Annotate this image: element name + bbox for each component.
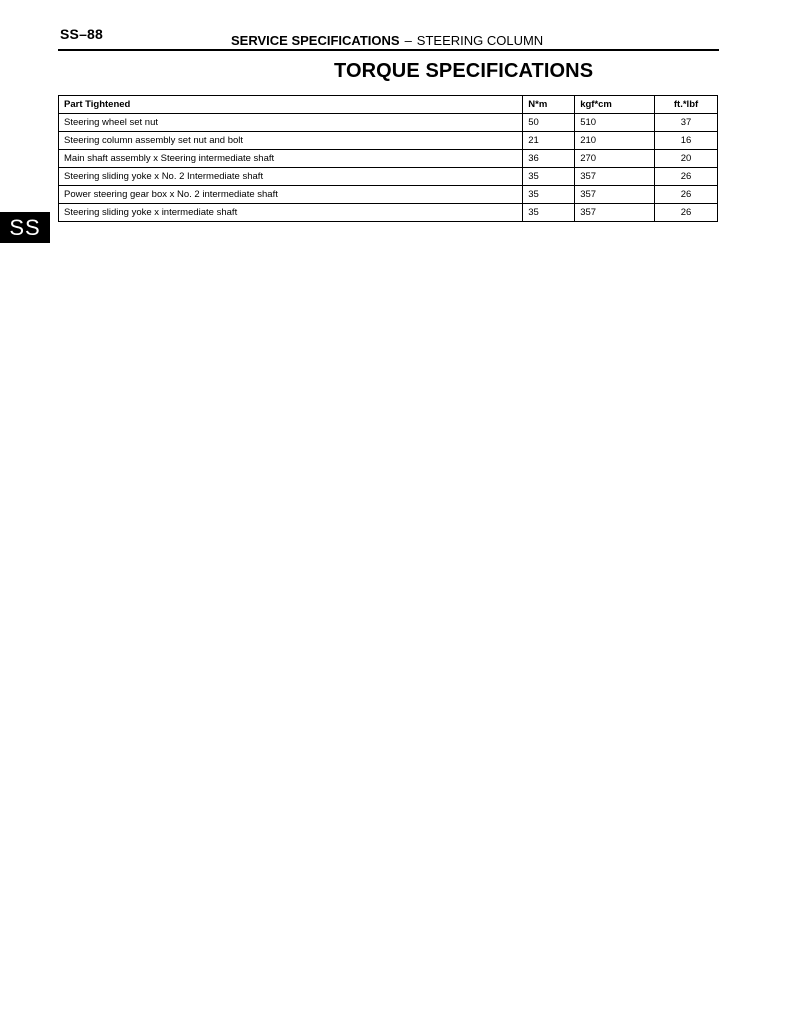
cell-part: Steering wheel set nut <box>59 114 523 132</box>
cell-nm: 35 <box>523 168 575 186</box>
cell-nm: 35 <box>523 186 575 204</box>
column-header-nm: N*m <box>523 96 575 114</box>
cell-ftlbf: 20 <box>655 150 718 168</box>
table-row <box>59 132 718 150</box>
cell-ftlbf: 16 <box>655 132 718 150</box>
cell-kgfcm: 357 <box>575 168 655 186</box>
cell-part: Power steering gear box x No. 2 intermediate shaft <box>59 186 523 204</box>
cell-ftlbf: 26 <box>655 204 718 222</box>
cell-nm: 21 <box>523 132 575 150</box>
torque-table <box>58 95 718 222</box>
cell-ftlbf: 26 <box>655 168 718 186</box>
cell-nm: 35 <box>523 204 575 222</box>
cell-part: Steering sliding yoke x intermediate shaft <box>59 204 523 222</box>
table-row <box>59 204 718 222</box>
cell-part: Main shaft assembly x Steering intermediate shaft <box>59 150 523 168</box>
cell-part: Steering sliding yoke x No. 2 Intermediate shaft <box>59 168 523 186</box>
section-side-tab: SS <box>0 212 50 243</box>
table-row <box>59 150 718 168</box>
page-title: TORQUE SPECIFICATIONS <box>334 60 594 82</box>
cell-kgfcm: 510 <box>575 114 655 132</box>
cell-ftlbf: 37 <box>655 114 718 132</box>
table-header-row <box>59 96 718 114</box>
cell-part: Steering column assembly set nut and bolt <box>59 132 523 150</box>
running-header <box>231 33 543 48</box>
cell-ftlbf: 26 <box>655 186 718 204</box>
section-title: SERVICE SPECIFICATIONS <box>231 33 400 48</box>
cell-nm: 36 <box>523 150 575 168</box>
column-header-ftlbf: ft.*lbf <box>655 96 718 114</box>
cell-nm: 50 <box>523 114 575 132</box>
header-separator: – <box>404 33 412 48</box>
header-rule <box>58 49 719 51</box>
subsection-title: STEERING COLUMN <box>416 33 544 48</box>
table-row <box>59 114 718 132</box>
cell-kgfcm: 210 <box>575 132 655 150</box>
table-row <box>59 186 718 204</box>
page-number: SS–88 <box>60 26 104 42</box>
column-header-kgfcm: kgf*cm <box>575 96 655 114</box>
cell-kgfcm: 357 <box>575 204 655 222</box>
cell-kgfcm: 357 <box>575 186 655 204</box>
table-row <box>59 168 718 186</box>
column-header-part: Part Tightened <box>59 96 523 114</box>
cell-kgfcm: 270 <box>575 150 655 168</box>
